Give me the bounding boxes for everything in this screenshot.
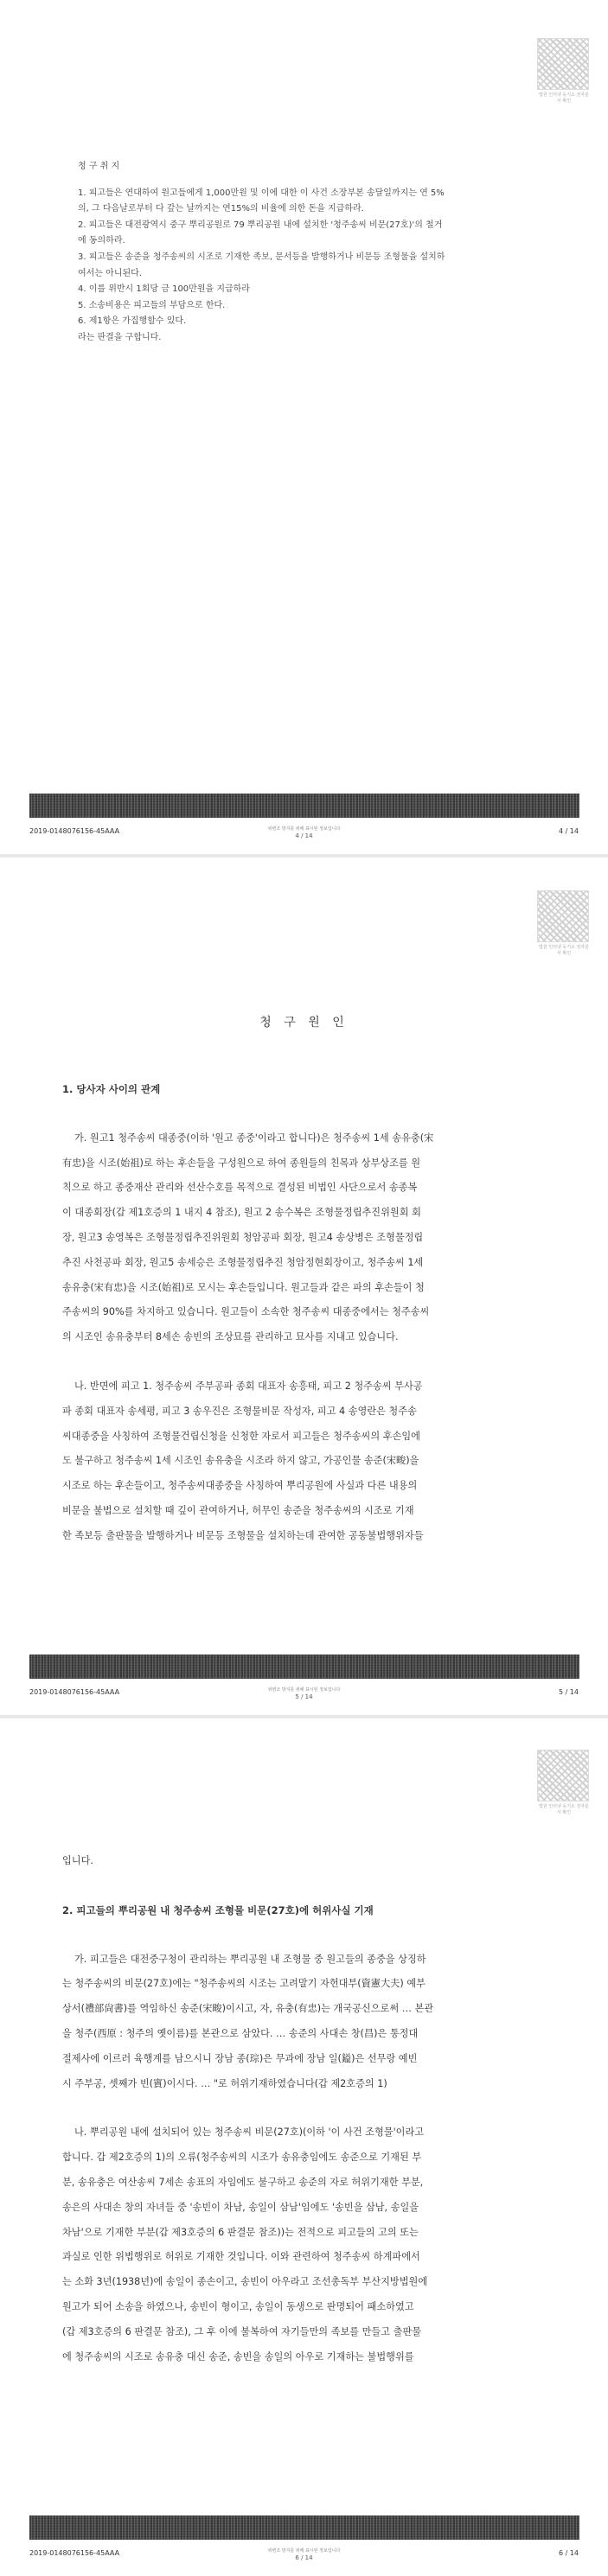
barcode-caption: 법원 인터넷 등기소 전자문서 확인	[539, 945, 589, 956]
text-line: 시조로 하는 후손들이고, 청주송씨대종중을 사칭하여 뿌리공원에 사실과 다른 내용의	[62, 1480, 418, 1492]
security-pattern-band	[29, 1655, 579, 1679]
security-pattern-band	[29, 794, 579, 818]
text-line: 3. 피고들은 송준을 청주송씨의 시조로 기재한 족보, 문서등을 발행하거나 비문등 조형물을 설치하	[78, 252, 445, 262]
text-line: 입니다.	[62, 1855, 93, 1866]
paragraph-b	[62, 1374, 555, 1549]
text-line: 을 청주(西原 : 청주의 옛이름)를 본관으로 삼았다. … 송준의 사대손 창(昌)은 통정대	[62, 2027, 419, 2039]
verification-barcode	[537, 890, 589, 942]
page-number: 6 / 14	[558, 2549, 579, 2557]
text-line: 송은의 사대손 창의 자녀들 중 '송빈이 차남, 송일이 삼남'임에도 '송빈을 삼남, 송일을	[62, 2201, 419, 2213]
section-heading: 1. 당사자 사이의 관계	[62, 1083, 161, 1095]
text-line: 가. 원고1 청주송씨 대종중(이하 '원고 종중'이라고 합니다)은 청주송씨 1세 송유충(宋	[74, 1132, 434, 1144]
text-line: 1. 피고들은 연대하여 원고들에게 1,000만원 및 이에 대한 이 사건 소장부본 송달일까지는 연 5%	[78, 188, 445, 198]
verification-barcode	[537, 1750, 589, 1801]
text-line: 가. 피고들은 대전중구청이 관리하는 뿌리공원 내 조형물 중 원고들의 종중을 상징하	[74, 1953, 426, 1965]
text-line: 절제사에 이르러 육행계를 남으시니 장남 종(琮)은 무과에 장남 일(鎰)은 선무랑 예빈	[62, 2052, 418, 2064]
text-line: (갑 제3호증의 6 판결문 참조), 그 후 이에 불복하여 자기들만의 족보를 만들고 출판물	[62, 2325, 422, 2337]
text-line: 파 종회 대표자 송세평, 피고 3 송우진은 조형물비문 작성자, 피고 4 송영란은 청주송	[62, 1405, 417, 1417]
text-line: 에 청주송씨의 시조로 송유충 대신 송준, 송빈을 송일의 아우로 기재하는 불법행위를	[62, 2350, 414, 2362]
text-line: 추진 사천공파 회장, 원고5 송세승은 조형물정립추진 청암정현회장이고, 청주송씨 1세	[62, 1256, 424, 1268]
text-line: 장, 원고3 송영복은 조형물정립추진위원회 청암공파 회장, 원고4 송상병은 조형물정립	[62, 1231, 424, 1243]
text-line: 비문을 불법으로 설치할 때 깊이 관여하거나, 허무인 송준을 청주송씨의 시조로 기재	[62, 1504, 414, 1516]
text-line: 라는 판결을 구합니다.	[78, 332, 162, 342]
document-page-5	[0, 858, 608, 1715]
text-line: 시 주부공, 셋째가 빈(賓)이시다. … "로 허위기재하였습니다(갑 제2호증의 1)	[62, 2077, 387, 2089]
footer-note: 위변조 방지를 위해 표시된 정보입니다	[267, 1687, 341, 1693]
paragraph-a	[62, 1948, 555, 2097]
text-line: 씨대종중을 사칭하여 조형물건립신청을 신청한 자로서 피고들은 청주송씨의 후손임에	[62, 1430, 420, 1442]
text-line: 나. 반면에 피고 1. 청주송씨 주부공파 종회 대표자 송흥태, 피고 2 청주송씨 부사공	[74, 1380, 423, 1392]
verification-barcode	[537, 38, 589, 90]
footer-note: 위변조 방지를 위해 표시된 정보입니다	[267, 826, 341, 832]
page-number: 4 / 14	[558, 827, 579, 835]
text-line: 송유충(宋有忠)을 시조(始祖)로 모시는 후손들입니다. 원고들과 같은 파의 후손들이 청	[62, 1281, 425, 1293]
text-line: 칙으로 하고 종중재산 관리와 선산수호를 목적으로 결성된 비법인 사단으로서 송종복	[62, 1182, 418, 1194]
text-line: 합니다. 갑 제2호증의 1)의 오류(청주송씨의 시조가 송유충임에도 송준으로 기재된 부	[62, 2152, 422, 2164]
document-page-6	[0, 1718, 608, 2576]
text-line: 는 소화 3년(1938년)에 송일이 종손이고, 송빈이 아우라고 조선총독부 부산지방법원에	[62, 2276, 428, 2288]
text-line: 의 시조인 송유충부터 8세손 송빈의 조상묘를 관리하고 묘사를 지내고 있습니다.	[62, 1331, 399, 1343]
text-line: 에 동의하라.	[78, 236, 125, 246]
text-line: 이 대종회장(갑 제1호증의 1 내지 4 참조), 원고 2 송수복은 조형물정립추진위원회 회	[62, 1207, 421, 1219]
section-title: 청 구 취 지	[78, 162, 120, 171]
page-number-center: 4 / 14	[295, 832, 313, 839]
paragraph-a	[62, 1126, 555, 1350]
text-line: 의, 그 다음날로부터 다 갚는 날까지는 연15%의 비율에 의한 돈을 지급하라.	[78, 204, 364, 214]
document-id: 2019-0148076156-45AAA	[29, 2549, 120, 2557]
text-line: 원고가 되어 소송을 하였으나, 송빈이 형이고, 송일이 동생으로 판명되어 패소하였고	[62, 2300, 414, 2312]
section-heading: 2. 피고들의 뿌리공원 내 청주송씨 조형물 비문(27호)에 허위사실 기재	[62, 1903, 374, 1916]
document-id: 2019-0148076156-45AAA	[29, 827, 120, 835]
text-line: 한 족보등 출판물을 발행하거나 비문등 조형물을 설치하는데 관여한 공동불법행위자들	[62, 1529, 424, 1541]
text-line: 2. 피고들은 대전광역시 중구 뿌리공원로 79 뿌리공원 내에 설치한 '청주송씨 비문(27호)'의 철거	[78, 220, 443, 230]
text-line: 5. 소송비용은 피고들의 부담으로 한다.	[78, 300, 226, 310]
text-line: 有忠)을 시조(始祖)로 하는 후손들을 구성원으로 하여 종원들의 친목과 상부상조를 원	[62, 1157, 421, 1169]
claim-purpose-section	[78, 159, 528, 347]
text-line: 분, 송유충은 여산송씨 7세손 송표의 자임에도 불구하고 송준의 자로 허위기재한 부분,	[62, 2176, 424, 2188]
text-line: 여서는 아니된다.	[78, 268, 142, 278]
page-number-center: 5 / 14	[295, 1693, 313, 1700]
page-number-center: 6 / 14	[295, 2554, 313, 2561]
document-page-4	[0, 0, 608, 854]
text-line: 차남'으로 기재한 부분(갑 제3호증의 6 판결문 참조))는 전적으로 피고들의 고의 또는	[62, 2226, 419, 2238]
text-line: 주송씨의 90%를 차지하고 있습니다. 원고들이 소속한 청주송씨 대종중에서는 청주송씨	[62, 1306, 430, 1318]
paragraph-b	[62, 2120, 555, 2369]
barcode-caption: 법원 인터넷 등기소 전자문서 확인	[539, 92, 589, 104]
section-title: 청 구 원 인	[259, 1016, 349, 1030]
section-1	[62, 1077, 555, 1549]
text-line: 도 불구하고 청주송씨 1세 시조인 송유충을 시조라 하지 않고, 가공인물 송준(宋畯)을	[62, 1455, 419, 1467]
page-number: 5 / 14	[558, 1688, 579, 1696]
document-id: 2019-0148076156-45AAA	[29, 1688, 120, 1696]
text-line: 상서(禮部尙書)를 역임하신 송준(宋畯)이시고, 자, 유충(有忠)는 개국공신으로써 … 본관	[62, 2003, 434, 2015]
text-line: 6. 제1항은 가집행할수 있다.	[78, 316, 187, 327]
barcode-caption: 법원 인터넷 등기소 전자문서 확인	[539, 1804, 589, 1815]
text-line: 과실로 인한 위법행위로 허위로 기재한 것입니다. 이와 관련하여 청주송씨 하계파에서	[62, 2251, 420, 2263]
text-line: 나. 뿌리공원 내에 설치되어 있는 청주송씨 비문(27호)(이하 '이 사건 조형물'이라고	[74, 2126, 425, 2139]
section-2	[62, 1849, 555, 2369]
security-pattern-band	[29, 2515, 579, 2540]
text-line: 는 청주송씨의 비문(27호)에는 "청주송씨의 시조는 고려말기 자헌대부(資憲大夫) 예부	[62, 1978, 426, 1990]
footer-note: 위변조 방지를 위해 표시된 정보입니다	[267, 2548, 341, 2554]
text-line: 4. 이를 위반시 1회당 금 100만원을 지급하라	[78, 284, 250, 295]
